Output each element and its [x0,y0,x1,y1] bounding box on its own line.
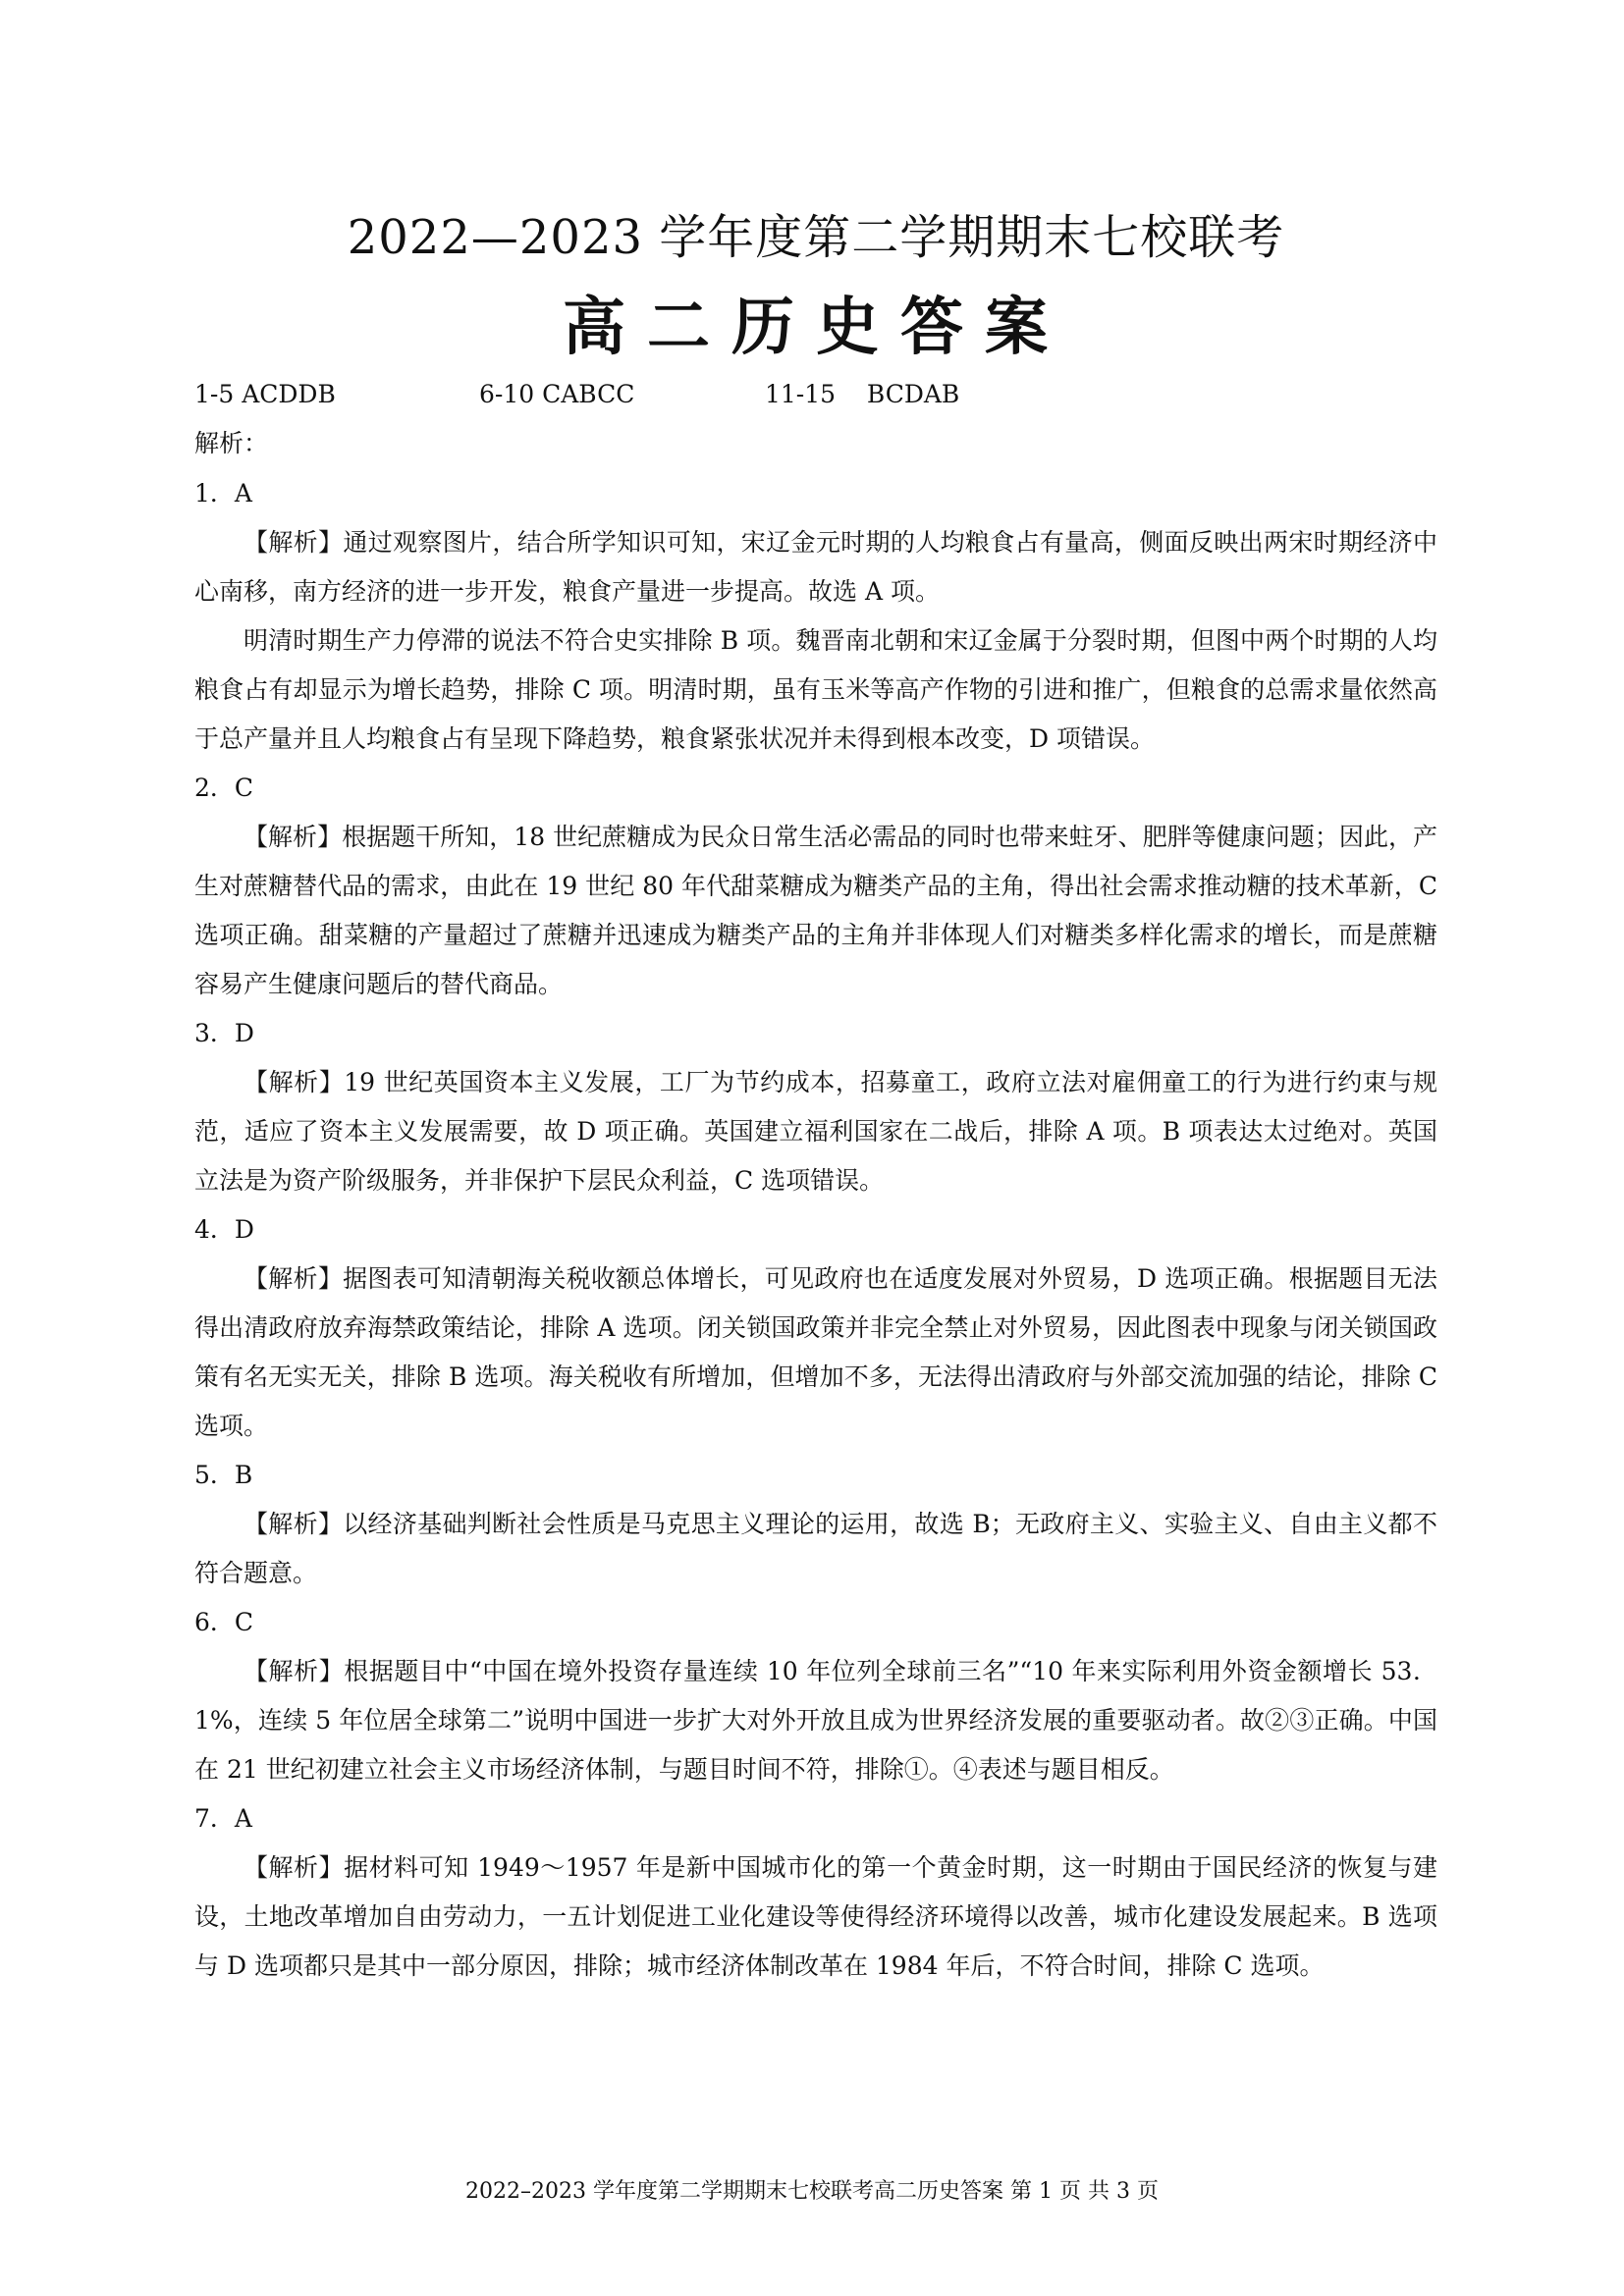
answer-key-row [194,375,1437,414]
analysis-paragraph: 【解析】根据题干所知，18 世纪蔗糖成为民众日常生活必需品的同时也带来蛀牙、肥胖等健康问题；因此，产生对蔗糖替代品的需求，由此在 19 世纪 80 年代甜菜糖成为糖类产品的主角，得出社会需求推动糖的技术革新，C 选项正确。甜菜糖的产量超过了蔗糖并迅速成为糖类产品的主角并非体现人们对糖类多样化需求的增长，而是蔗糖容易产生健康问题后的替代商品。 [194,823,1437,998]
question-number: 7．A [194,1804,252,1833]
question-2 [194,764,1437,1009]
analysis-paragraph: 【解析】根据题目中“中国在境外投资存量连续 10 年位列全球前三名”“10 年来实际利用外资金额增长 53．1%，连续 5 年位居全球第二”说明中国进一步扩大对外开放且成为世界经济发展的重要驱动者。故②③正确。中国在 21 世纪初建立社会主义市场经济体制，与题目时间不符，排除①。④表述与题目相反。 [194,1657,1437,1784]
analysis-label: 解析： [194,429,269,457]
analysis-body [194,469,1437,1991]
question-number: 3．D [194,1019,254,1047]
analysis-paragraph: 【解析】19 世纪英国资本主义发展，工厂为节约成本，招募童工，政府立法对雇佣童工的行为进行约束与规范，适应了资本主义发展需要，故 D 项正确。英国建立福利国家在二战后，排除 A 项。B 项表达太过绝对。英国立法是为资产阶级服务，并非保护下层民众利益，C 选项错误。 [194,1068,1437,1195]
question-number: 1．A [194,479,252,507]
question-6 [194,1598,1437,1794]
question-5 [194,1451,1437,1598]
analysis-paragraph: 明清时期生产力停滞的说法不符合史实排除 B 项。魏晋南北朝和宋辽金属于分裂时期，但图中两个时期的人均粮食占有却显示为增长趋势，排除 C 项。明清时期，虽有玉米等高产作物的引进和推广，但粮食的总需求量依然高于总产量并且人均粮食占有呈现下降趋势，粮食紧张状况并未得到根本改变，D 项错误。 [194,626,1437,753]
analysis-paragraph: 【解析】据材料可知 1949～1957 年是新中国城市化的第一个黄金时期，这一时期由于国民经济的恢复与建设，土地改革增加自由劳动力，一五计划促进工业化建设等使得经济环境得以改善，城市化建设发展起来。B 选项与 D 选项都只是其中一部分原因，排除；城市经济体制改革在 1984 年后，不符合时间，排除 C 选项。 [194,1853,1437,1980]
analysis-paragraph: 【解析】通过观察图片，结合所学知识可知，宋辽金元时期的人均粮食占有量高，侧面反映出两宋时期经济中心南移，南方经济的进一步开发，粮食产量进一步提高。故选 A 项。 [194,528,1437,606]
analysis-paragraph: 【解析】以经济基础判断社会性质是马克思主义理论的运用，故选 B；无政府主义、实验主义、自由主义都不符合题意。 [194,1510,1437,1587]
question-4 [194,1205,1437,1451]
answer-group-6-10: 6-10 CABCC [479,380,635,408]
question-number: 2．C [194,774,254,802]
question-number: 5．B [194,1461,253,1489]
analysis-paragraph: 【解析】据图表可知清朝海关税收额总体增长，可见政府也在适度发展对外贸易，D 选项正确。根据题目无法得出清政府放弃海禁政策结论，排除 A 选项。闭关锁国政策并非完全禁止对外贸易，因此图表中现象与闭关锁国政策有名无实无关，排除 B 选项。海关税收有所增加，但增加不多，无法得出清政府与外部交流加强的结论，排除 C 选项。 [194,1264,1437,1440]
question-3 [194,1009,1437,1205]
question-number: 6．C [194,1608,254,1636]
page-footer: 2022–2023 学年度第二学期期末七校联考高二历史答案 第 1 页 共 3 页 [465,2179,1159,2204]
exam-title: 2022—2023 学年度第二学期期末七校联考 [347,210,1285,265]
question-7 [194,1794,1437,1991]
question-1 [194,469,1437,764]
answer-group-11-15: 11-15 BCDAB [765,380,960,408]
question-number: 4．D [194,1215,254,1244]
answer-group-1-5: 1-5 ACDDB [194,380,336,408]
answer-key-title: 高二历史答案 [563,292,1069,364]
